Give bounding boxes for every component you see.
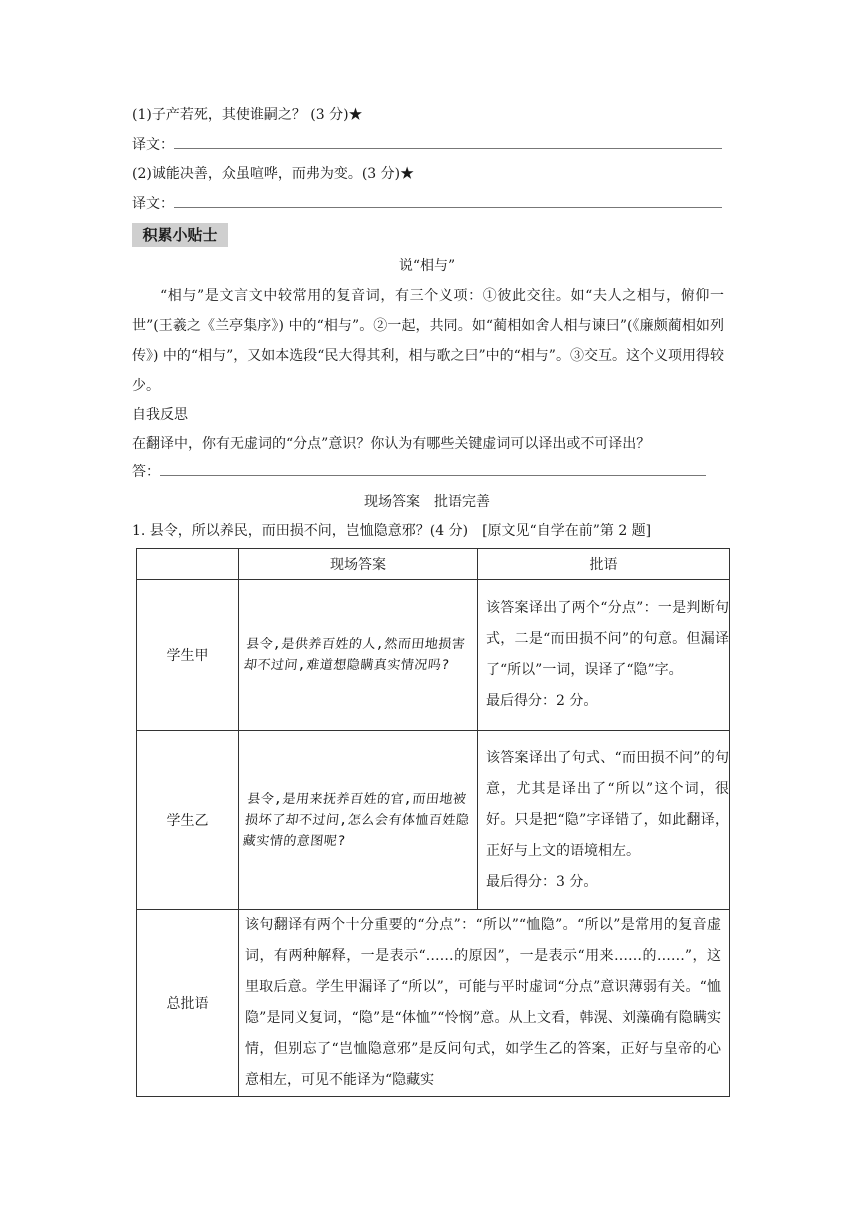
question-2: (2)诚能决善，众虽喧哗，而弗为变。(3 分)★: [132, 166, 415, 182]
question-text: 1. 县令，所以养民，而田损不问，岂恤隐意邪？(4 分) [原文见“自学在前”第 2 题]: [132, 523, 652, 539]
answer-label: 答：: [132, 464, 160, 480]
answer-blank: [174, 136, 722, 149]
table-row: [137, 910, 730, 1097]
answer-blank: [174, 195, 722, 208]
score-text: 最后得分：2 分。: [486, 693, 598, 709]
handwritten-answer-cell: [239, 580, 478, 731]
table-header-blank: [137, 549, 239, 580]
comment-text: 该答案译出了句式、“而田损不问”的句意，尤其是译出了“所以”这个词，很好。只是把“隐”字译错了，如此翻译，正好与上文的语境相左。: [486, 749, 729, 859]
handwritten-answer-cell: [239, 731, 478, 910]
question-1: (1)子产若死，其使谁嗣之？ (3 分)★: [132, 107, 363, 123]
answer-label: 译文：: [132, 137, 174, 153]
reflection-question: 在翻译中，你有无虚词的“分点”意识？你认为有哪些关键虚词可以译出或不可译出？: [132, 436, 651, 452]
summary-text: 该句翻译有两个十分重要的“分点”：“所以”“恤隐”。“所以”是常用的复音虚词，有两种解释，一是表示“……的原因”，一是表示“用来……的……”，这里取后意。学生甲漏译了“所以”，可能与平时虚词“分点”意识薄弱有关。“恤隐”是同义复词，“隐”是“体恤”“怜悯”意。从上文看，韩滉、刘藻确有隐瞒实情，但别忘了“岂恤隐意邪”是反问句式，如学生乙的答案，正好与皇帝的心意相左，可见不能译为“隐藏实: [239, 910, 730, 1097]
student-label: 学生甲: [137, 580, 239, 731]
table-header-comment: 批语: [478, 549, 730, 580]
answer-blank: [160, 463, 706, 476]
tip-title: 说“相与”: [398, 258, 456, 274]
handwritten-answer: 县令,是供养百姓的人,然而田地损害却不过问,难道想隐瞒真实情况吗?: [243, 637, 467, 673]
comment-cell: [478, 580, 730, 731]
score-text: 最后得分：3 分。: [486, 873, 598, 890]
reflection-answer-line: [132, 462, 706, 482]
section-title: 现场答案 批语完善: [364, 494, 490, 510]
comment-cell: [478, 731, 730, 910]
handwritten-answer: 县令,是用来抚养百姓的官,而田地被损坏了却不过问,怎么会有体恤百姓隐藏实情的意图呢?: [242, 791, 471, 849]
answer-line-2: [132, 194, 722, 214]
table-header-answer: 现场答案: [239, 549, 478, 580]
answer-label: 译文：: [132, 196, 174, 212]
comment-text: 该答案译出了两个“分点”：一是判断句式，二是“而田损不问”的句意。但漏译了“所以”一词，误译了“隐”字。: [486, 600, 729, 678]
table-header-row: [137, 549, 730, 580]
summary-label: 总批语: [137, 910, 239, 1097]
student-label: 学生乙: [137, 731, 239, 910]
tip-header: 积累小贴士: [132, 223, 228, 247]
answer-line-1: [132, 135, 722, 155]
answer-table: [136, 548, 730, 1097]
reflection-title: 自我反思: [132, 407, 188, 423]
table-row: [137, 580, 730, 731]
table-row: [137, 731, 730, 910]
tip-body: “相与”是文言文中较常用的复音词，有三个义项：①彼此交往。如“夫人之相与，俯仰一世”(王羲之《兰亭集序》) 中的“相与”。②一起，共同。如“蔺相如舍人相与谏曰”(《廉颇蔺相如列传》) 中的“相与”，又如本选段“民大得其利，相与歌之曰”中的“相与”。③交互。这个义项用得较少。: [132, 288, 724, 394]
